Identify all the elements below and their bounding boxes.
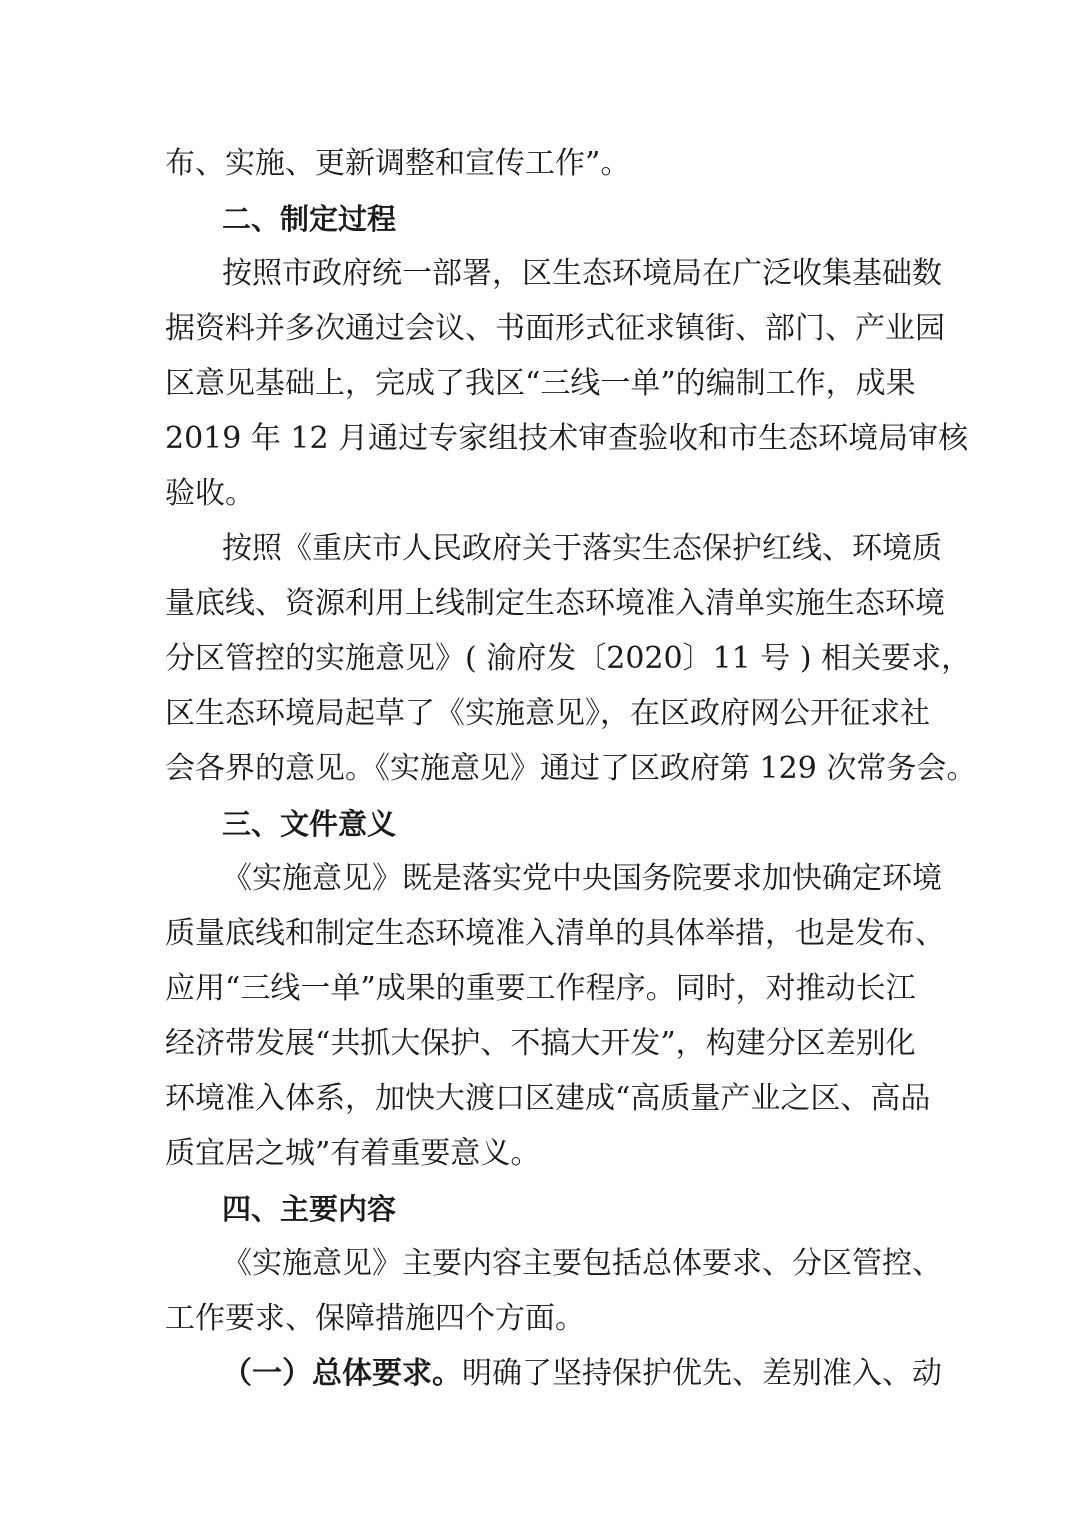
paragraph-line: 《实施意见》主要内容主要包括总体要求、分区管控、 [222,1246,942,1281]
section-heading-content: 四、主要内容 [222,1192,397,1226]
paragraph-line: 工作要求、保障措施四个方面。 [165,1301,585,1336]
paragraph-line: 区意见基础上，完成了我区“三线一单”的编制工作，成果 [165,366,916,401]
paragraph-line: 环境准入体系，加快大渡口区建成“高质量产业之区、高品 [165,1081,931,1116]
paragraph-line: 据资料并多次通过会议、书面形式征求镇街、部门、产业园 [165,311,945,346]
paragraph-line: 质宜居之城”有着重要意义。 [165,1136,541,1171]
paragraph-line: 分区管控的实施意见》( 渝府发〔2020〕11 号 ) 相关要求， [165,641,972,676]
paragraph-line: 应用“三线一单”成果的重要工作程序。同时，对推动长江 [165,971,916,1006]
paragraph-line: 按照《重庆市人民政府关于落实生态保护红线、环境质 [222,531,942,566]
section-heading-significance: 三、文件意义 [222,807,397,841]
paragraph-line: 区生态环境局起草了《实施意见》，在区政府网公开征求社 [165,696,930,731]
section-heading-process: 二、制定过程 [222,202,397,236]
paragraph-line: 质量底线和制定生态环境准入清单的具体举措，也是发布、 [165,916,945,951]
subheading-overall-requirements: （一）总体要求。 [222,1356,462,1391]
paragraph-line: 经济带发展“共抓大保护、不搞大开发”，构建分区差别化 [165,1026,916,1061]
paragraph-line: 按照市政府统一部署，区生态环境局在广泛收集基础数 [222,256,942,291]
paragraph-line-with-subheading [222,1354,942,1394]
paragraph-text: 明确了坚持保护优先、差别准入、动 [462,1356,942,1391]
paragraph-line: 2019 年 12 月通过专家组技术审查验收和市生态环境局审核 [165,421,969,456]
paragraph-line: 会各界的意见。《实施意见》通过了区政府第 129 次常务会。 [165,751,977,786]
paragraph-line: 布、实施、更新调整和宣传工作”。 [165,146,631,181]
paragraph-line: 《实施意见》既是落实党中央国务院要求加快确定环境 [222,861,942,896]
paragraph-line: 验收。 [165,476,255,511]
paragraph-line: 量底线、资源利用上线制定生态环境准入清单实施生态环境 [165,586,945,621]
